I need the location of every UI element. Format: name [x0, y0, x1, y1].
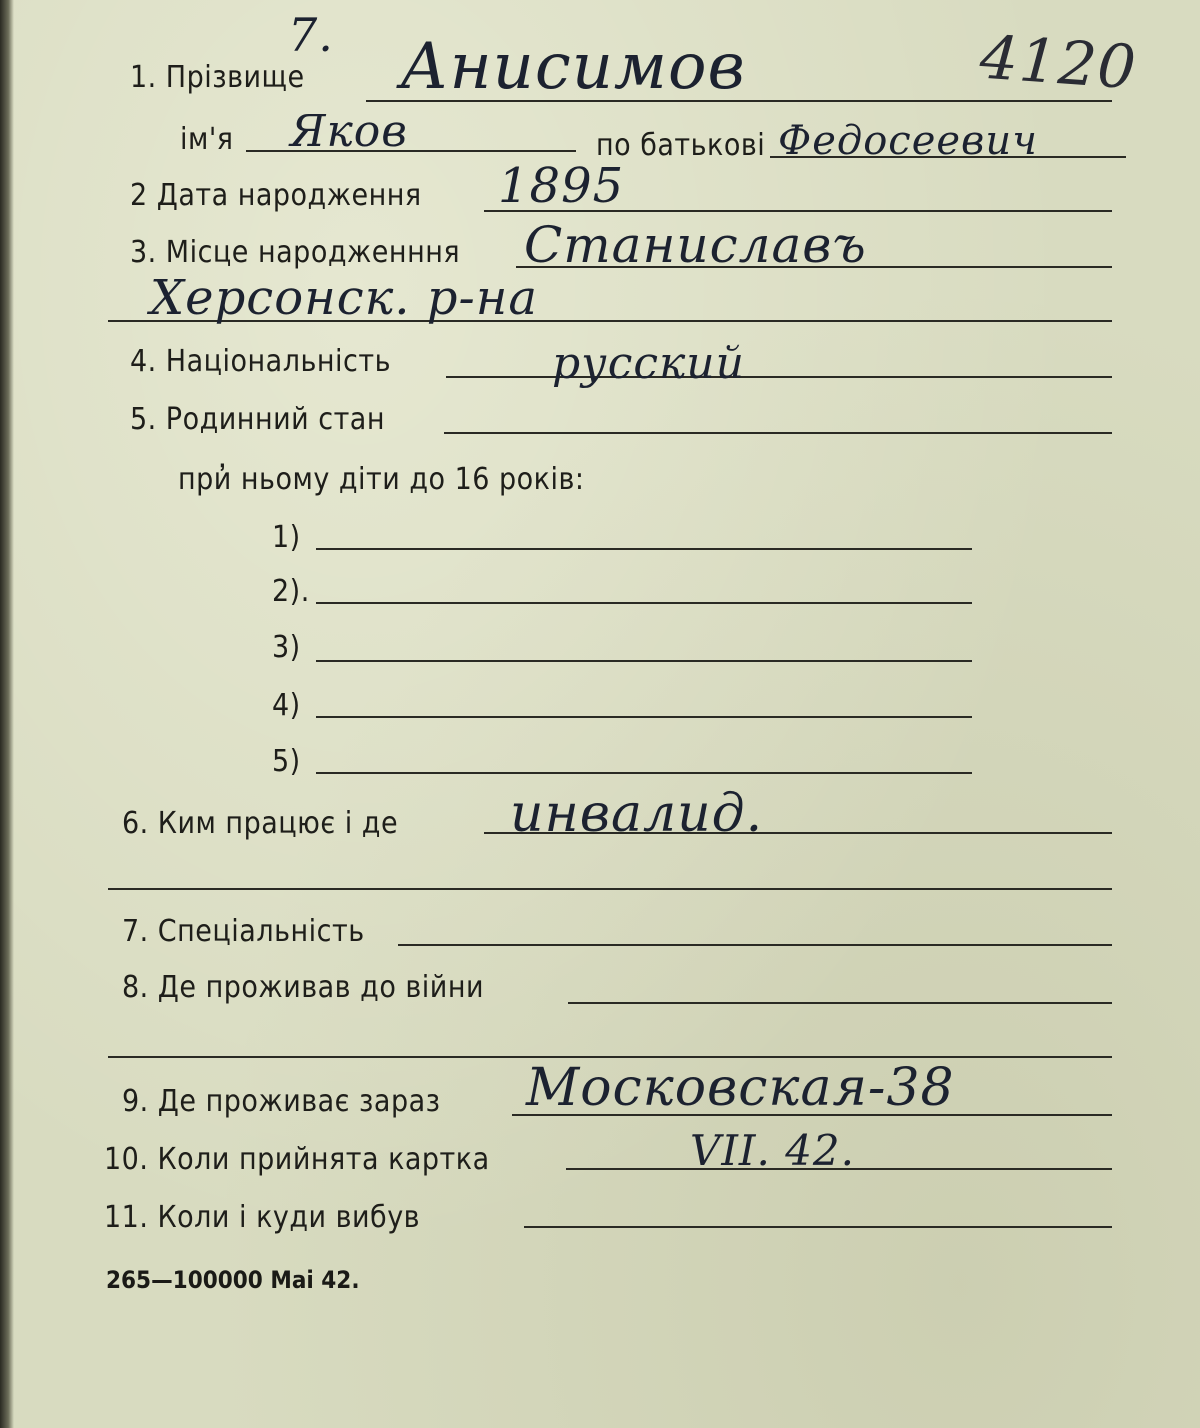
paper-edge-shadow — [0, 0, 14, 1428]
card-accepted-label: 10. Коли прийнята картка — [104, 1142, 490, 1177]
nationality-value: русский — [552, 338, 745, 389]
child-5-number: 5) — [272, 744, 301, 779]
child-5-line — [316, 772, 972, 774]
current-residence-value: Московская-38 — [526, 1058, 955, 1118]
current-residence-label: 9. Де проживає зараз — [122, 1084, 441, 1119]
child-4-number: 4) — [272, 688, 301, 723]
family-status-label: 5. Родинний стан — [130, 402, 385, 437]
child-3-number: 3) — [272, 630, 301, 665]
surname-label: 1. Прізвище — [130, 60, 305, 95]
nationality-line — [446, 376, 1112, 378]
birth-date-value: 1895 — [498, 158, 625, 214]
patronymic-label: по батькові — [596, 128, 766, 163]
specialty-line — [398, 944, 1112, 946]
birth-place-label: 3. Місце народженння — [130, 235, 461, 270]
top-number-annotation: 7. — [288, 8, 334, 62]
departure-label: 11. Коли і куди вибув — [104, 1200, 421, 1235]
print-run-footer: 265—100000 Mai 42. — [106, 1266, 360, 1294]
card-accepted-value: VII. 42. — [690, 1126, 856, 1175]
birth-place-value: Станиславъ — [524, 216, 867, 274]
patronymic-value: Федосеевич — [778, 118, 1038, 164]
prewar-residence-label: 8. Де проживав до війни — [122, 970, 485, 1005]
prewar-residence-line — [568, 1002, 1112, 1004]
first-name-label: ім'я — [180, 122, 234, 157]
occupation-line-2 — [108, 888, 1112, 890]
family-status-line — [444, 432, 1112, 434]
nationality-label: 4. Національність — [130, 344, 391, 379]
child-2-number: 2). — [272, 574, 310, 609]
corner-number-annotation: 4120 — [977, 22, 1139, 104]
child-4-line — [316, 716, 972, 718]
birth-place-value-2: Херсонск. р-на — [150, 270, 538, 326]
child-1-line — [316, 548, 972, 550]
children-header: при̓ ньому діти до 16 років: — [178, 462, 585, 497]
surname-value: Анисимов — [400, 30, 746, 104]
birth-date-label: 2 Дата народження — [130, 178, 422, 213]
occupation-value: инвалид. — [510, 784, 764, 844]
child-2-line — [316, 602, 972, 604]
departure-line — [524, 1226, 1112, 1228]
specialty-label: 7. Спеціальність — [122, 914, 365, 949]
child-3-line — [316, 660, 972, 662]
occupation-label: 6. Ким працює і де — [122, 806, 399, 841]
child-1-number: 1) — [272, 520, 301, 555]
first-name-value: Яков — [290, 106, 408, 157]
